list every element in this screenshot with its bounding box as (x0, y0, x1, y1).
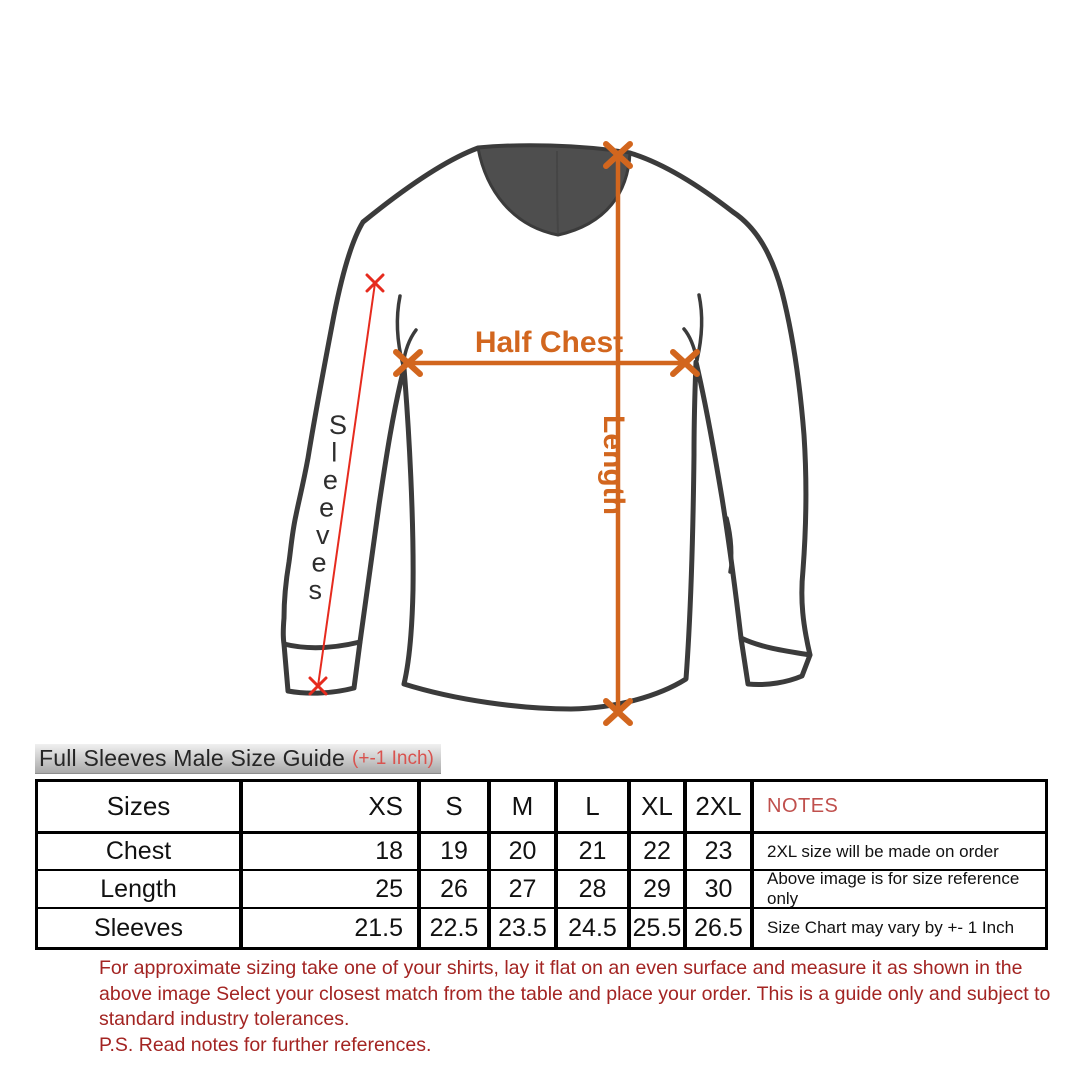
table-header-notes: NOTES (754, 782, 1045, 834)
svg-text:l: l (331, 437, 338, 468)
length-label: Length (597, 415, 630, 515)
row-label-length: Length (38, 871, 243, 909)
table-header-xl: XL (631, 782, 687, 834)
chest-2xl-value: 23 (687, 834, 754, 871)
length-l-value: 28 (558, 871, 631, 909)
chest-xs-value: 18 (243, 834, 421, 871)
chest-l-value: 21 (558, 834, 631, 871)
footer-line: For approximate sizing take one of your shirts, lay it flat on an even surface and measure it as shown in the (99, 957, 1023, 979)
table-header-sizes: Sizes (38, 782, 243, 834)
size-table (35, 779, 1048, 950)
length-m-value: 27 (491, 871, 558, 909)
size-guide-title-bar (35, 744, 441, 774)
footer-line: above image Select your closest match from the table and place your order. This is a guide only and subject to (99, 982, 1051, 1005)
size-guide-tolerance: (+-1 Inch) (352, 747, 434, 769)
chest-m-value: 20 (491, 834, 558, 871)
footer-line: P.S. Read notes for further references. (99, 1033, 432, 1056)
footer-line: standard industry tolerances. (99, 1008, 350, 1030)
svg-text:e: e (311, 547, 327, 578)
svg-text:S: S (328, 410, 348, 440)
chest-s-value: 19 (421, 834, 491, 871)
row-label-sleeves: Sleeves (38, 909, 243, 947)
length-xl-value: 29 (631, 871, 687, 909)
length-s-value: 26 (421, 871, 491, 909)
table-header-2xl: 2XL (687, 782, 754, 834)
collar-seam (557, 151, 558, 233)
note-cell: Above image is for size reference only (754, 871, 1045, 909)
sleeves-2xl-value: 26.5 (687, 909, 754, 947)
svg-text:v: v (316, 520, 330, 550)
sleeves-s-value: 22.5 (421, 909, 491, 947)
length-2xl-value: 30 (687, 871, 754, 909)
footer-instructions (99, 956, 1059, 1058)
sleeves-xl-value: 25.5 (631, 909, 687, 947)
chest-xl-value: 22 (631, 834, 687, 871)
table-header-s: S (421, 782, 491, 834)
length-xs-value: 25 (243, 871, 421, 909)
svg-text:e: e (319, 492, 335, 523)
sleeves-l-value: 24.5 (558, 909, 631, 947)
table-header-l: L (558, 782, 631, 834)
svg-text:s: s (308, 575, 322, 605)
svg-text:e: e (322, 465, 338, 495)
note-cell: 2XL size will be made on order (754, 834, 1045, 871)
row-label-chest: Chest (38, 834, 243, 871)
note-cell: Size Chart may vary by +- 1 Inch (767, 918, 1015, 937)
size-guide-title: Full Sleeves Male Size Guide (39, 745, 346, 771)
sleeves-xs-value: 21.5 (243, 909, 421, 947)
table-header-xs: XS (243, 782, 421, 834)
half-chest-label: Half Chest (474, 326, 624, 359)
sleeves-m-value: 23.5 (491, 909, 558, 947)
table-header-m: M (491, 782, 558, 834)
